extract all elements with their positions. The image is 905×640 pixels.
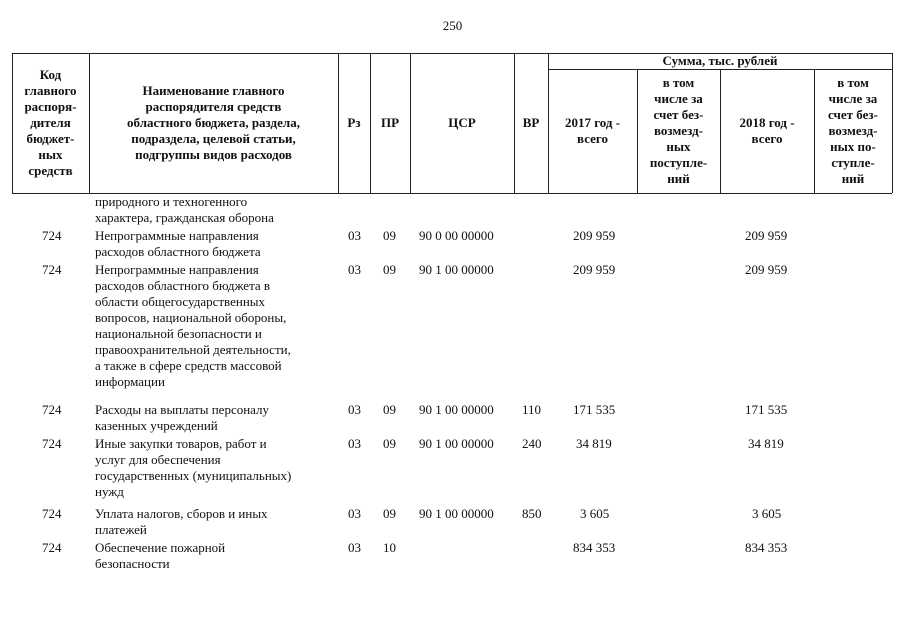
continuation-line: характера, гражданская оборона <box>95 210 274 225</box>
row-name-line: Расходы на выплаты персоналу <box>95 402 270 417</box>
row-rz: 03 <box>348 262 361 277</box>
row-csr: 90 1 00 00000 <box>419 262 494 277</box>
row-sum-2018: 171 535 <box>745 402 788 417</box>
row-name-line: Иные закупки товаров, работ и <box>95 436 267 451</box>
row-sum-2017: 834 353 <box>573 540 616 555</box>
row-sum-2017: 209 959 <box>573 262 616 277</box>
header-sum-title: Сумма, тыс. рублей <box>662 53 778 68</box>
row-rz: 03 <box>348 506 361 521</box>
row-code: 724 <box>42 262 62 277</box>
row-csr: 90 1 00 00000 <box>419 506 494 521</box>
row-name-line: услуг для обеспечения <box>95 452 221 467</box>
row-sum-2017: 209 959 <box>573 228 616 243</box>
row-name-line: государственных (муниципальных) <box>95 468 292 483</box>
continuation-line: природного и техногенного <box>95 194 248 209</box>
row-name-line: платежей <box>95 522 147 537</box>
row-vr: 850 <box>522 506 542 521</box>
row-pr: 09 <box>383 436 396 451</box>
row-code: 724 <box>42 506 62 521</box>
row-pr: 09 <box>383 228 396 243</box>
row-name-line: расходов областного бюджета в <box>95 278 271 293</box>
row-name-line: Непрограммные направления <box>95 228 259 243</box>
header-name: Наименование главного распорядителя средств областного бюджета, раздела, подраздела, целевой статьи, подгруппы видов расходов <box>127 83 300 162</box>
row-sum-2018: 209 959 <box>745 228 788 243</box>
row-name-line: национальной безопасности и <box>95 326 262 341</box>
header-2018-free: в том числе за счет без- возмезд- ных по- ступле- ний <box>828 75 878 186</box>
row-name-line: нужд <box>95 484 124 499</box>
row-rz: 03 <box>348 402 361 417</box>
header-2017-free: в том числе за счет без- возмезд- ных поступле- ний <box>649 75 708 186</box>
row-vr: 240 <box>522 436 542 451</box>
row-sum-2018: 834 353 <box>745 540 788 555</box>
row-name-line: Обеспечение пожарной <box>95 540 226 555</box>
row-name-line: расходов областного бюджета <box>95 244 261 259</box>
header-code: Код главного распоря- дителя бюджет- ных средств <box>24 67 77 178</box>
row-code: 724 <box>42 540 62 555</box>
row-name-line: а также в сфере средств массовой <box>95 358 282 373</box>
row-rz: 03 <box>348 540 361 555</box>
row-pr: 10 <box>383 540 396 555</box>
row-name-line: правоохранительной деятельности, <box>95 342 291 357</box>
row-sum-2018: 209 959 <box>745 262 788 277</box>
row-pr: 09 <box>383 402 396 417</box>
row-name-line: Уплата налогов, сборов и иных <box>95 506 268 521</box>
row-code: 724 <box>42 436 62 451</box>
header-pr: ПР <box>380 115 400 130</box>
row-code: 724 <box>42 228 62 243</box>
row-name-line: безопасности <box>95 556 170 571</box>
row-name-line: области общегосударственных <box>95 294 266 309</box>
row-vr: 110 <box>522 402 542 417</box>
header-csr: ЦСР <box>448 115 476 130</box>
row-name-line: информации <box>95 374 165 389</box>
row-name-line: Непрограммные направления <box>95 262 259 277</box>
row-sum-2017: 3 605 <box>580 506 610 521</box>
row-rz: 03 <box>348 228 361 243</box>
row-sum-2017: 171 535 <box>573 402 616 417</box>
header-2017-total: 2017 год - всего <box>564 115 621 146</box>
header-rz: Рз <box>347 115 361 130</box>
row-sum-2018: 3 605 <box>752 506 782 521</box>
row-pr: 09 <box>383 506 396 521</box>
row-rz: 03 <box>348 436 361 451</box>
row-pr: 09 <box>383 262 396 277</box>
header-2018-total: 2018 год - всего <box>739 115 795 146</box>
row-name-line: вопросов, национальной обороны, <box>95 310 287 325</box>
row-sum-2017: 34 819 <box>576 436 612 451</box>
row-csr: 90 1 00 00000 <box>419 402 494 417</box>
row-code: 724 <box>42 402 62 417</box>
header-vr: ВР <box>522 115 540 130</box>
row-name-line: казенных учреждений <box>95 418 218 433</box>
page-number: 250 <box>442 18 463 33</box>
row-sum-2018: 34 819 <box>748 436 784 451</box>
row-csr: 90 1 00 00000 <box>419 436 494 451</box>
row-csr: 90 0 00 00000 <box>419 228 494 243</box>
col-divider <box>892 53 893 193</box>
